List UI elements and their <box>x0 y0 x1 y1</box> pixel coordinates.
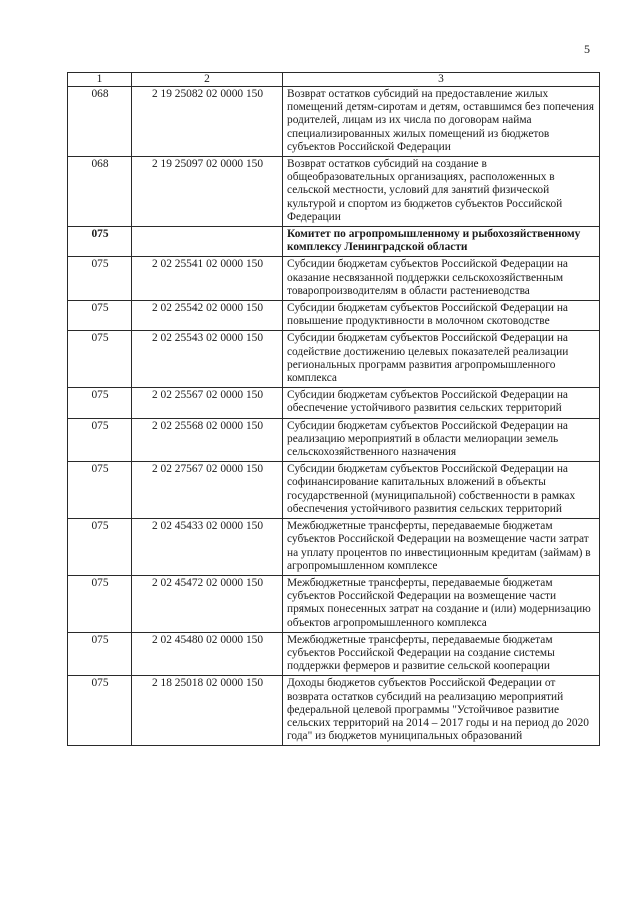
header-col-3: 3 <box>283 73 600 87</box>
description-cell: Субсидии бюджетам субъектов Российской Федерации на обеспечение устойчивого развития сельских территорий <box>283 388 600 418</box>
table-row <box>68 575 600 632</box>
revenue-code-cell: 2 02 25567 02 0000 150 <box>132 388 283 418</box>
description-cell: Межбюджетные трансферты, передаваемые бюджетам субъектов Российской Федерации на создание системы поддержки фермеров и развитие сельской кооперации <box>283 632 600 676</box>
description-cell: Субсидии бюджетам субъектов Российской Федерации на повышение продуктивности в молочном скотоводстве <box>283 301 600 331</box>
table-row <box>68 519 600 576</box>
table-row <box>68 676 600 746</box>
table-body <box>68 87 600 746</box>
page-number: 5 <box>584 42 590 56</box>
table-row <box>68 227 600 257</box>
table-row <box>68 388 600 418</box>
header-col-1: 1 <box>68 73 132 87</box>
revenue-code-cell <box>132 227 283 257</box>
revenue-code-cell: 2 18 25018 02 0000 150 <box>132 676 283 746</box>
description-cell: Возврат остатков субсидий на создание в общеобразовательных организациях, расположенных в сельской местности, условий для занятий физической культурой и спортом из бюджетов субъектов Российской Федерации <box>283 157 600 227</box>
description-cell: Субсидии бюджетам субъектов Российской Федерации на софинансирование капитальных вложений в объекты государственной (муниципальной) собственности в рамках обеспечения устойчивого развития сельских территорий <box>283 462 600 519</box>
table-header <box>68 73 600 87</box>
admin-code-cell: 068 <box>68 87 132 157</box>
admin-code-cell: 075 <box>68 462 132 519</box>
description-cell: Доходы бюджетов субъектов Российской Федерации от возврата остатков субсидий на реализацию мероприятий федеральной целевой программы "Устойчивое развитие сельских территорий на 2014 – 2017 годы и на период до 2020 года" из бюджетов муниципальных образований <box>283 676 600 746</box>
admin-code-cell: 075 <box>68 575 132 632</box>
table-row <box>68 632 600 676</box>
table-row <box>68 331 600 388</box>
description-cell: Возврат остатков субсидий на предоставление жилых помещений детям-сиротам и детям, оставшимся без попечения родителей, лицам из их числа по договорам найма специализированных жилых помещений из бюджетов субъектов Российской Федерации <box>283 87 600 157</box>
header-row <box>68 73 600 87</box>
revenue-code-cell: 2 02 45433 02 0000 150 <box>132 519 283 576</box>
table-row <box>68 301 600 331</box>
description-cell: Субсидии бюджетам субъектов Российской Федерации на содействие достижению целевых показателей реализации региональных программ развития агропромышленного комплекса <box>283 331 600 388</box>
revenue-code-cell: 2 02 45480 02 0000 150 <box>132 632 283 676</box>
admin-code-cell: 075 <box>68 301 132 331</box>
table-row <box>68 462 600 519</box>
description-cell: Межбюджетные трансферты, передаваемые бюджетам субъектов Российской Федерации на возмещение части затрат на уплату процентов по инвестиционным кредитам (займам) в агропромышленном комплексе <box>283 519 600 576</box>
admin-code-cell: 075 <box>68 632 132 676</box>
budget-classification-table <box>67 72 600 746</box>
revenue-code-cell: 2 19 25082 02 0000 150 <box>132 87 283 157</box>
admin-code-cell: 075 <box>68 331 132 388</box>
revenue-code-cell: 2 02 25543 02 0000 150 <box>132 331 283 388</box>
table-row <box>68 418 600 462</box>
table-row <box>68 87 600 157</box>
admin-code-cell: 075 <box>68 388 132 418</box>
revenue-code-cell: 2 02 45472 02 0000 150 <box>132 575 283 632</box>
revenue-code-cell: 2 19 25097 02 0000 150 <box>132 157 283 227</box>
description-cell: Комитет по агропромышленному и рыбохозяйственному комплексу Ленинградской области <box>283 227 600 257</box>
description-cell: Субсидии бюджетам субъектов Российской Федерации на оказание несвязанной поддержки сельскохозяйственным товаропроизводителям в области растениеводства <box>283 257 600 301</box>
admin-code-cell: 075 <box>68 418 132 462</box>
admin-code-cell: 075 <box>68 227 132 257</box>
admin-code-cell: 068 <box>68 157 132 227</box>
table-row <box>68 257 600 301</box>
revenue-code-cell: 2 02 25568 02 0000 150 <box>132 418 283 462</box>
header-col-2: 2 <box>132 73 283 87</box>
table-row <box>68 157 600 227</box>
admin-code-cell: 075 <box>68 257 132 301</box>
revenue-code-cell: 2 02 27567 02 0000 150 <box>132 462 283 519</box>
description-cell: Межбюджетные трансферты, передаваемые бюджетам субъектов Российской Федерации на возмещение части прямых понесенных затрат на создание и (или) модернизацию объектов агропромышленного комплекса <box>283 575 600 632</box>
revenue-code-cell: 2 02 25542 02 0000 150 <box>132 301 283 331</box>
revenue-code-cell: 2 02 25541 02 0000 150 <box>132 257 283 301</box>
admin-code-cell: 075 <box>68 519 132 576</box>
admin-code-cell: 075 <box>68 676 132 746</box>
description-cell: Субсидии бюджетам субъектов Российской Федерации на реализацию мероприятий в области мелиорации земель сельскохозяйственного назначения <box>283 418 600 462</box>
